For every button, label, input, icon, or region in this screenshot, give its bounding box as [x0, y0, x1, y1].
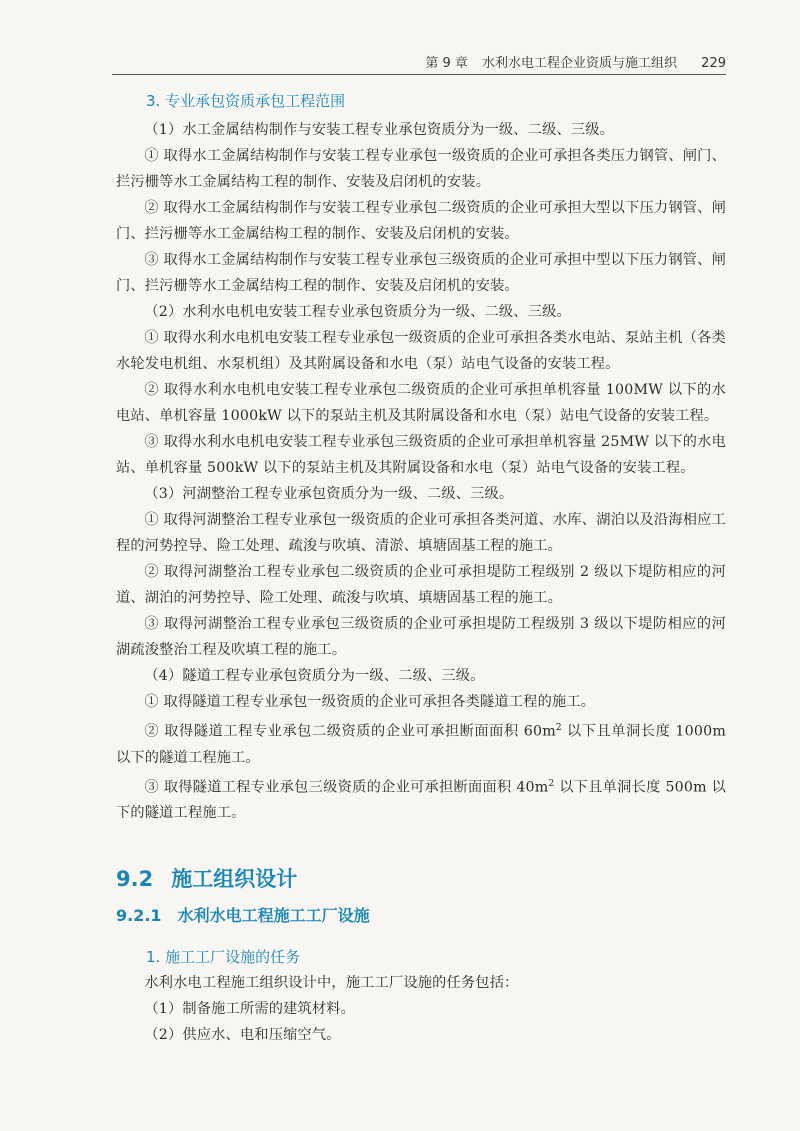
section-heading: [116, 864, 726, 894]
running-header: [0, 0, 800, 76]
page-body: [116, 90, 726, 1048]
text-run: ③ 取得隧道工程专业承包三级资质的企业可承担断面面积 40m: [144, 779, 549, 796]
header-text: [425, 52, 726, 71]
subsection-heading: [116, 904, 726, 928]
superscript: 2: [555, 723, 562, 733]
paragraph: ② 取得河湖整治工程专业承包二级资质的企业可承担堤防工程级别 2 级以下堤防相应的河道、湖泊的河势控导、险工处理、疏浚与吹填、填塘固基工程的施工。: [116, 564, 726, 606]
paragraph: ① 取得河湖整治工程专业承包一级资质的企业可承担各类河道、水库、湖泊以及沿海相应工程的河势控导、险工处理、疏浚与吹填、清淤、填塘固基工程的施工。: [116, 512, 726, 554]
paragraph: （1）水工金属结构制作与安装工程专业承包资质分为一级、二级、三级。: [144, 122, 615, 138]
paragraph: （2）水利水电机电安装工程专业承包资质分为一级、二级、三级。: [144, 304, 571, 320]
page-number: 229: [701, 56, 726, 71]
section-title: 施工组织设计: [171, 867, 298, 892]
paragraph: ① 取得隧道工程专业承包一级资质的企业可承担各类隧道工程的施工。: [144, 694, 596, 710]
section-qualification-scope: [116, 90, 726, 826]
paragraph: （4）隧道工程专业承包资质分为一级、二级、三级。: [144, 668, 485, 684]
header-rule: [112, 74, 726, 75]
paragraph: [116, 715, 726, 771]
paragraph: ① 取得水工金属结构制作与安装工程专业承包一级资质的企业可承担各类压力钢管、闸门、拦污栅等水工金属结构工程的制作、安装及启闭机的安装。: [116, 148, 726, 190]
paragraph: ③ 取得河湖整治工程专业承包三级资质的企业可承担堤防工程级别 3 级以下堤防相应的河湖疏浚整治工程及吹填工程的施工。: [116, 616, 726, 658]
paragraph: （2）供应水、电和压缩空气。: [144, 1027, 341, 1044]
section-construction-organization: [116, 864, 726, 1048]
paragraph: ③ 取得水利水电机电安装工程专业承包三级资质的企业可承担单机容量 25MW 以下的水电站、单机容量 500kW 以下的泵站主机及其附属设备和水电（泵）站电气设备的安装工程。: [116, 434, 726, 476]
header-chapter: 第 9 章: [425, 56, 468, 71]
paragraph: [116, 771, 726, 827]
text-run: 以下且单洞长度 500m 以下的隧道工程施工。: [116, 779, 726, 822]
topic-heading: 1. 施工工厂设施的任务: [146, 948, 301, 967]
subsection-heading: 3. 专业承包资质承包工程范围: [146, 92, 346, 110]
superscript: 2: [548, 778, 555, 789]
subsection-title: 水利水电工程施工工厂设施: [177, 906, 370, 926]
paragraph: ② 取得水利水电机电安装工程专业承包二级资质的企业可承担单机容量 100MW 以下的水电站、单机容量 1000kW 以下的泵站主机及其附属设备和水电（泵）站电气设备的安装工程。: [116, 382, 726, 424]
paragraph: （1）制备施工所需的建筑材料。: [144, 1001, 356, 1018]
subsection-number: 9.2.1: [116, 906, 162, 926]
header-title: 水利水电工程企业资质与施工组织: [482, 56, 678, 71]
paragraph: （3）河湖整治工程专业承包资质分为一级、二级、三级。: [144, 486, 514, 502]
paragraph: 水利水电工程施工组织设计中，施工工厂设施的任务包括：: [144, 975, 519, 992]
paragraph: ① 取得水利水电机电安装工程专业承包一级资质的企业可承担各类水电站、泵站主机（各类水轮发电机组、水泵机组）及其附属设备和水电（泵）站电气设备的安装工程。: [116, 330, 726, 372]
section-number: 9.2: [116, 867, 154, 892]
paragraph: ③ 取得水工金属结构制作与安装工程专业承包三级资质的企业可承担中型以下压力钢管、闸门、拦污栅等水工金属结构工程的制作、安装及启闭机的安装。: [116, 252, 726, 294]
paragraph: ② 取得水工金属结构制作与安装工程专业承包二级资质的企业可承担大型以下压力钢管、闸门、拦污栅等水工金属结构工程的制作、安装及启闭机的安装。: [116, 200, 726, 242]
text-run: ② 取得隧道工程专业承包二级资质的企业可承担断面面积 60m: [144, 723, 556, 740]
text-run: 以下且单洞长度 1000m 以下的隧道工程施工。: [116, 723, 726, 766]
